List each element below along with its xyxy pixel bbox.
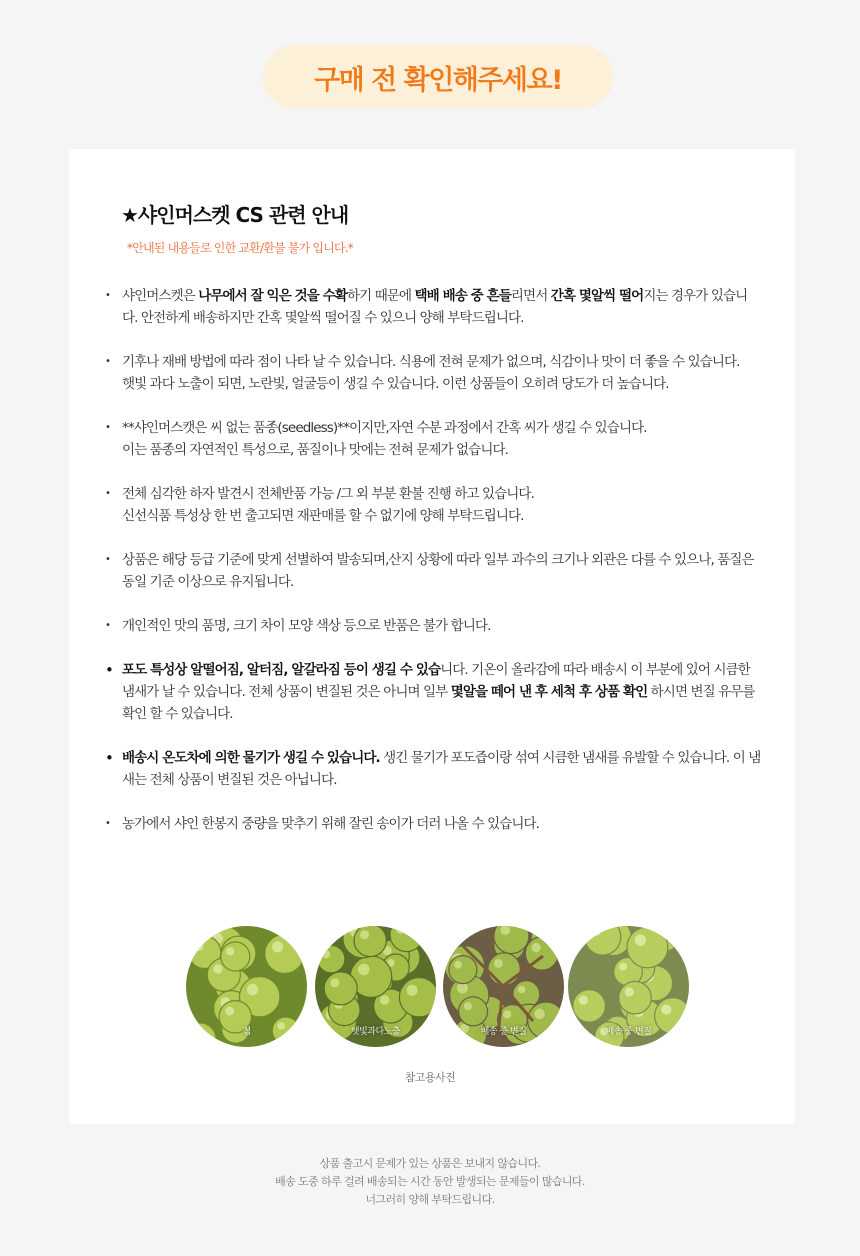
reference-photos	[186, 926, 690, 1048]
photo-caption: 배송 중 변질	[480, 1027, 527, 1037]
notice-emphasis: 포도 특성상 알떨어짐, 알터짐, 알갈라짐 등이 생길 수 있습	[122, 662, 441, 678]
notice-item	[105, 417, 761, 461]
notice-item	[105, 285, 761, 329]
notice-item	[105, 813, 761, 835]
notice-item	[105, 659, 761, 725]
notice-list	[105, 285, 761, 857]
notice-banner	[263, 45, 613, 109]
notice-item	[105, 549, 761, 593]
notice-emphasis: 간혹 몇알씩 떨어	[550, 288, 644, 304]
card-title: ★샤인머스켓 CS 관련 안내	[121, 203, 349, 227]
grape-photo	[186, 926, 307, 1047]
notice-emphasis: 몇알을 떼어 낸 후 세척 후 상품 확인	[450, 684, 648, 700]
notice-text: 농가에서 샤인 한봉지 중량을 맞추기 위해 잘린 송이가 더러 나올 수 있습니다.	[122, 816, 540, 832]
footer-line: 너그러히 양해 부탁드립니다.	[365, 1193, 495, 1206]
notice-item	[105, 351, 761, 395]
footer-line: 상품 출고시 문제가 있는 상품은 보내지 않습니다.	[319, 1157, 541, 1170]
card-subtitle: *안내된 내용들로 인한 교환/환불 불가 입니다.*	[127, 241, 353, 255]
grape-photo	[568, 926, 689, 1047]
notice-text: 햇빛 과다 노출이 되면, 노란빛, 얼굴등이 생길 수 있습니다. 이런 상품들이 오히려 당도가 더 높습니다.	[122, 376, 669, 392]
notice-text: 개인적인 맛의 품명, 크기 차이 모양 색상 등으로 반품은 불가 합니다.	[122, 618, 491, 634]
notice-emphasis: 배송시 온도차에 의한 물기가 생길 수 있습니다.	[122, 750, 380, 766]
footer-notice	[0, 1155, 860, 1209]
notice-text: 상품은 해당 등급 기준에 맞게 선별하여 발송되며,산지 상황에 따라 일부 과수의 크기나 외관은 다를 수 있으나, 품질은 동일 기준 이상으로 유지됩니다.	[122, 552, 754, 590]
notice-text: 전체 심각한 하자 발견시 전체반품 가능 /그 외 부분 환불 진행 하고 있습니다.	[122, 486, 534, 502]
notice-text: 이는 품종의 자연적인 특성으로, 품질이나 맛에는 전혀 문제가 없습니다.	[122, 442, 509, 458]
notice-text: 니다. 기온이 올라감에 따라 배송시 이 부분에 있어 시큼한 냄새가 날 수 있습니다. 전체 상품이 변질된 것은 아니며 일부	[122, 662, 750, 700]
notice-text: **샤인머스캣은 씨 없는 품종(seedless)**이지만,자연 수분 과정에서 간혹 씨가 생길 수 있습니다.	[122, 420, 647, 436]
photo-label: 참고용사진	[404, 1071, 456, 1084]
footer-line: 배송 도중 하루 걸려 배송되는 시간 동안 발생되는 문제들이 많습니다.	[275, 1175, 585, 1188]
banner-title: 구매 전 확인해주세요!	[314, 64, 562, 96]
notice-text: 지는 경우가 있습니다. 안전하게 배송하지만 간혹 몇알씩 떨어질 수 있으니 양해 부탁드립니다.	[122, 288, 748, 326]
notice-text: 샤인머스켓은	[122, 288, 199, 304]
notice-item	[105, 747, 761, 791]
notice-emphasis: 나무에서 잘 익은 것을 수확	[198, 288, 348, 304]
notice-text: 생긴 물기가 포도즙이랑 섞여 시큼한 냄새를 유발할 수 있습니다. 이 냄새는 전체 상품이 변질된 것은 아닙니다.	[122, 750, 761, 788]
notice-text: 신선식품 특성상 한 번 출고되면 재판매를 할 수 없기에 양해 부탁드립니다.	[122, 508, 524, 524]
notice-item	[105, 483, 761, 527]
photo-caption: 점	[242, 1027, 251, 1037]
notice-text: 하기 때문에	[347, 288, 415, 304]
notice-text: 리면서	[510, 288, 551, 304]
photo-caption: 배송 중 변질	[605, 1027, 652, 1037]
grape-photo	[443, 926, 564, 1047]
notice-text: 기후나 재배 방법에 따라 점이 나타 날 수 있습니다. 식용에 전혀 문제가 없으며, 식감이나 맛이 더 좋을 수 있습니다.	[122, 354, 740, 370]
notice-item	[105, 615, 761, 637]
photo-caption: 햇빛과다노출	[350, 1027, 401, 1037]
notice-text: 하시면 변질 유무를 확인 할 수 있습니다.	[122, 684, 755, 722]
notice-emphasis: 택배 배송 중 흔들	[414, 288, 511, 304]
grape-photo	[315, 926, 436, 1047]
